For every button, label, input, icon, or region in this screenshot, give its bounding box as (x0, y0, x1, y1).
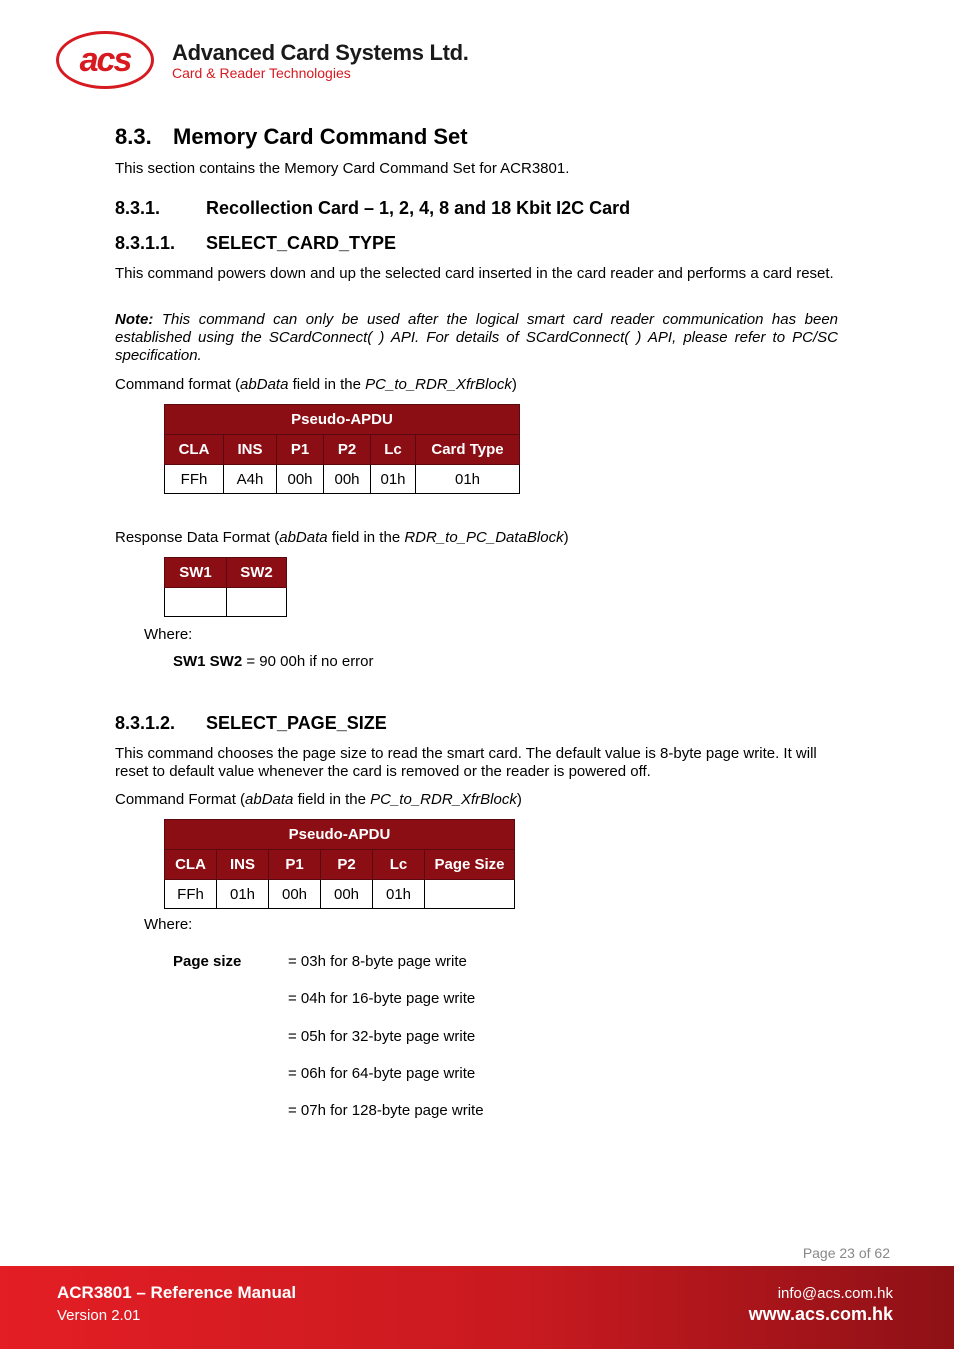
cmd-format-block: PC_to_RDR_XfrBlock (370, 791, 517, 808)
response-cell (227, 588, 287, 617)
select-card-type-resp-format (115, 529, 838, 547)
apdu-cell: FFh (165, 465, 224, 494)
subsection-number: 8.3.1. (115, 198, 161, 218)
select-page-size-number: 8.3.1.2. (115, 713, 176, 733)
sw-text: = 90 00h if no error (242, 653, 374, 670)
select-card-type-title: SELECT_CARD_TYPE (206, 233, 397, 253)
apdu-cell (425, 880, 515, 909)
apdu-header: INS (217, 850, 269, 880)
select-card-type-description: This command powers down and up the selected card inserted in the card reader and performs a card reset. (115, 265, 834, 282)
company-logo (56, 31, 154, 89)
cmd-format-field: abData (240, 376, 289, 393)
footer-version: Version 2.01 (57, 1307, 141, 1324)
cmd-format-suffix: ) (516, 791, 522, 808)
select-card-type-note (115, 311, 838, 365)
apdu-header: P1 (277, 435, 324, 465)
footer-email: info@acs.com.hk (777, 1285, 893, 1302)
select-card-type-heading (115, 233, 396, 254)
company-tagline: Card & Reader Technologies (172, 65, 351, 81)
apdu-cell: 01h (416, 465, 520, 494)
cmd-format-prefix: Command Format ( (115, 791, 246, 808)
footer-website: www.acs.com.hk (748, 1304, 893, 1324)
apdu-header: CLA (165, 435, 224, 465)
subsection-title: Recollection Card – 1, 2, 4, 8 and 18 Kbit I2C Card (206, 198, 631, 218)
apdu-cell: 00h (277, 465, 324, 494)
apdu-cell: 01h (371, 465, 416, 494)
note-label: Note: (115, 311, 154, 328)
apdu-header: Lc (371, 435, 416, 465)
resp-format-field: abData (279, 529, 328, 546)
apdu-header: CLA (165, 850, 217, 880)
select-page-size-cmd-format (115, 791, 838, 809)
resp-format-suffix: ) (563, 529, 569, 546)
apdu-header: Page Size (425, 850, 515, 880)
section-intro: This section contains the Memory Card Command Set for ACR3801. (115, 160, 570, 177)
select-page-size-title: SELECT_PAGE_SIZE (206, 713, 387, 733)
note-text: This command can only be used after the logical smart card reader communication has been established using the SCardConnect( ) API. For details of SCardConnect( ) API, please refer to PC/SC specification. (115, 311, 838, 364)
apdu-header: P2 (324, 435, 371, 465)
apdu-cell: A4h (224, 465, 277, 494)
apdu-cell: FFh (165, 880, 217, 909)
select-page-size-description: This command chooses the page size to read the smart card. The default value is 8-byte page write. It will reset to default value whenever the card is removed or the reader is powered off. (115, 745, 817, 780)
page-size-value: = 07h for 128-byte page write (288, 1102, 484, 1119)
apdu-header: P1 (269, 850, 321, 880)
section-title: Memory Card Command Set (173, 124, 468, 149)
response-header: SW2 (227, 558, 287, 588)
cmd-format-field: abData (245, 791, 294, 808)
apdu-cell: 01h (373, 880, 425, 909)
subsection-heading (115, 198, 630, 219)
page-number: Page 23 of 62 (802, 1245, 890, 1261)
response-cell (165, 588, 227, 617)
apdu-cell: 00h (269, 880, 321, 909)
section-heading (115, 124, 468, 150)
select-page-size-where: Where: (144, 916, 193, 933)
page-size-value: = 04h for 16-byte page write (288, 990, 476, 1007)
logo-text: acs (79, 41, 131, 79)
apdu-header: Card Type (416, 435, 520, 465)
apdu-caption: Pseudo-APDU (165, 820, 515, 850)
select-card-type-where: Where: (144, 626, 193, 643)
apdu-cell: 00h (324, 465, 371, 494)
resp-format-mid: field in the (327, 529, 405, 546)
select-page-size-apdu-table (164, 819, 515, 909)
apdu-header: INS (224, 435, 277, 465)
sw-description (173, 653, 374, 671)
apdu-cell: 00h (321, 880, 373, 909)
page-size-label: Page size (173, 953, 242, 970)
response-header: SW1 (165, 558, 227, 588)
cmd-format-mid: field in the (288, 376, 366, 393)
apdu-header: Lc (373, 850, 425, 880)
cmd-format-block: PC_to_RDR_XfrBlock (365, 376, 512, 393)
cmd-format-suffix: ) (511, 376, 517, 393)
company-name: Advanced Card Systems Ltd. (172, 40, 469, 65)
select-page-size-heading (115, 713, 387, 734)
apdu-cell: 01h (217, 880, 269, 909)
select-card-type-cmd-format (115, 376, 838, 394)
select-card-type-apdu-table (164, 404, 520, 494)
resp-format-prefix: Response Data Format ( (115, 529, 280, 546)
footer-title: ACR3801 – Reference Manual (57, 1283, 297, 1302)
apdu-header: P2 (321, 850, 373, 880)
section-number: 8.3. (115, 124, 152, 149)
select-card-type-response-table (164, 557, 287, 617)
select-card-type-number: 8.3.1.1. (115, 233, 176, 253)
page-size-value: = 05h for 32-byte page write (288, 1028, 476, 1045)
page-size-value: = 06h for 64-byte page write (288, 1065, 476, 1082)
cmd-format-mid: field in the (293, 791, 371, 808)
page-size-value: = 03h for 8-byte page write (288, 953, 467, 970)
resp-format-block: RDR_to_PC_DataBlock (404, 529, 564, 546)
cmd-format-prefix: Command format ( (115, 376, 241, 393)
sw-label: SW1 SW2 (173, 653, 243, 670)
apdu-caption: Pseudo-APDU (165, 405, 520, 435)
